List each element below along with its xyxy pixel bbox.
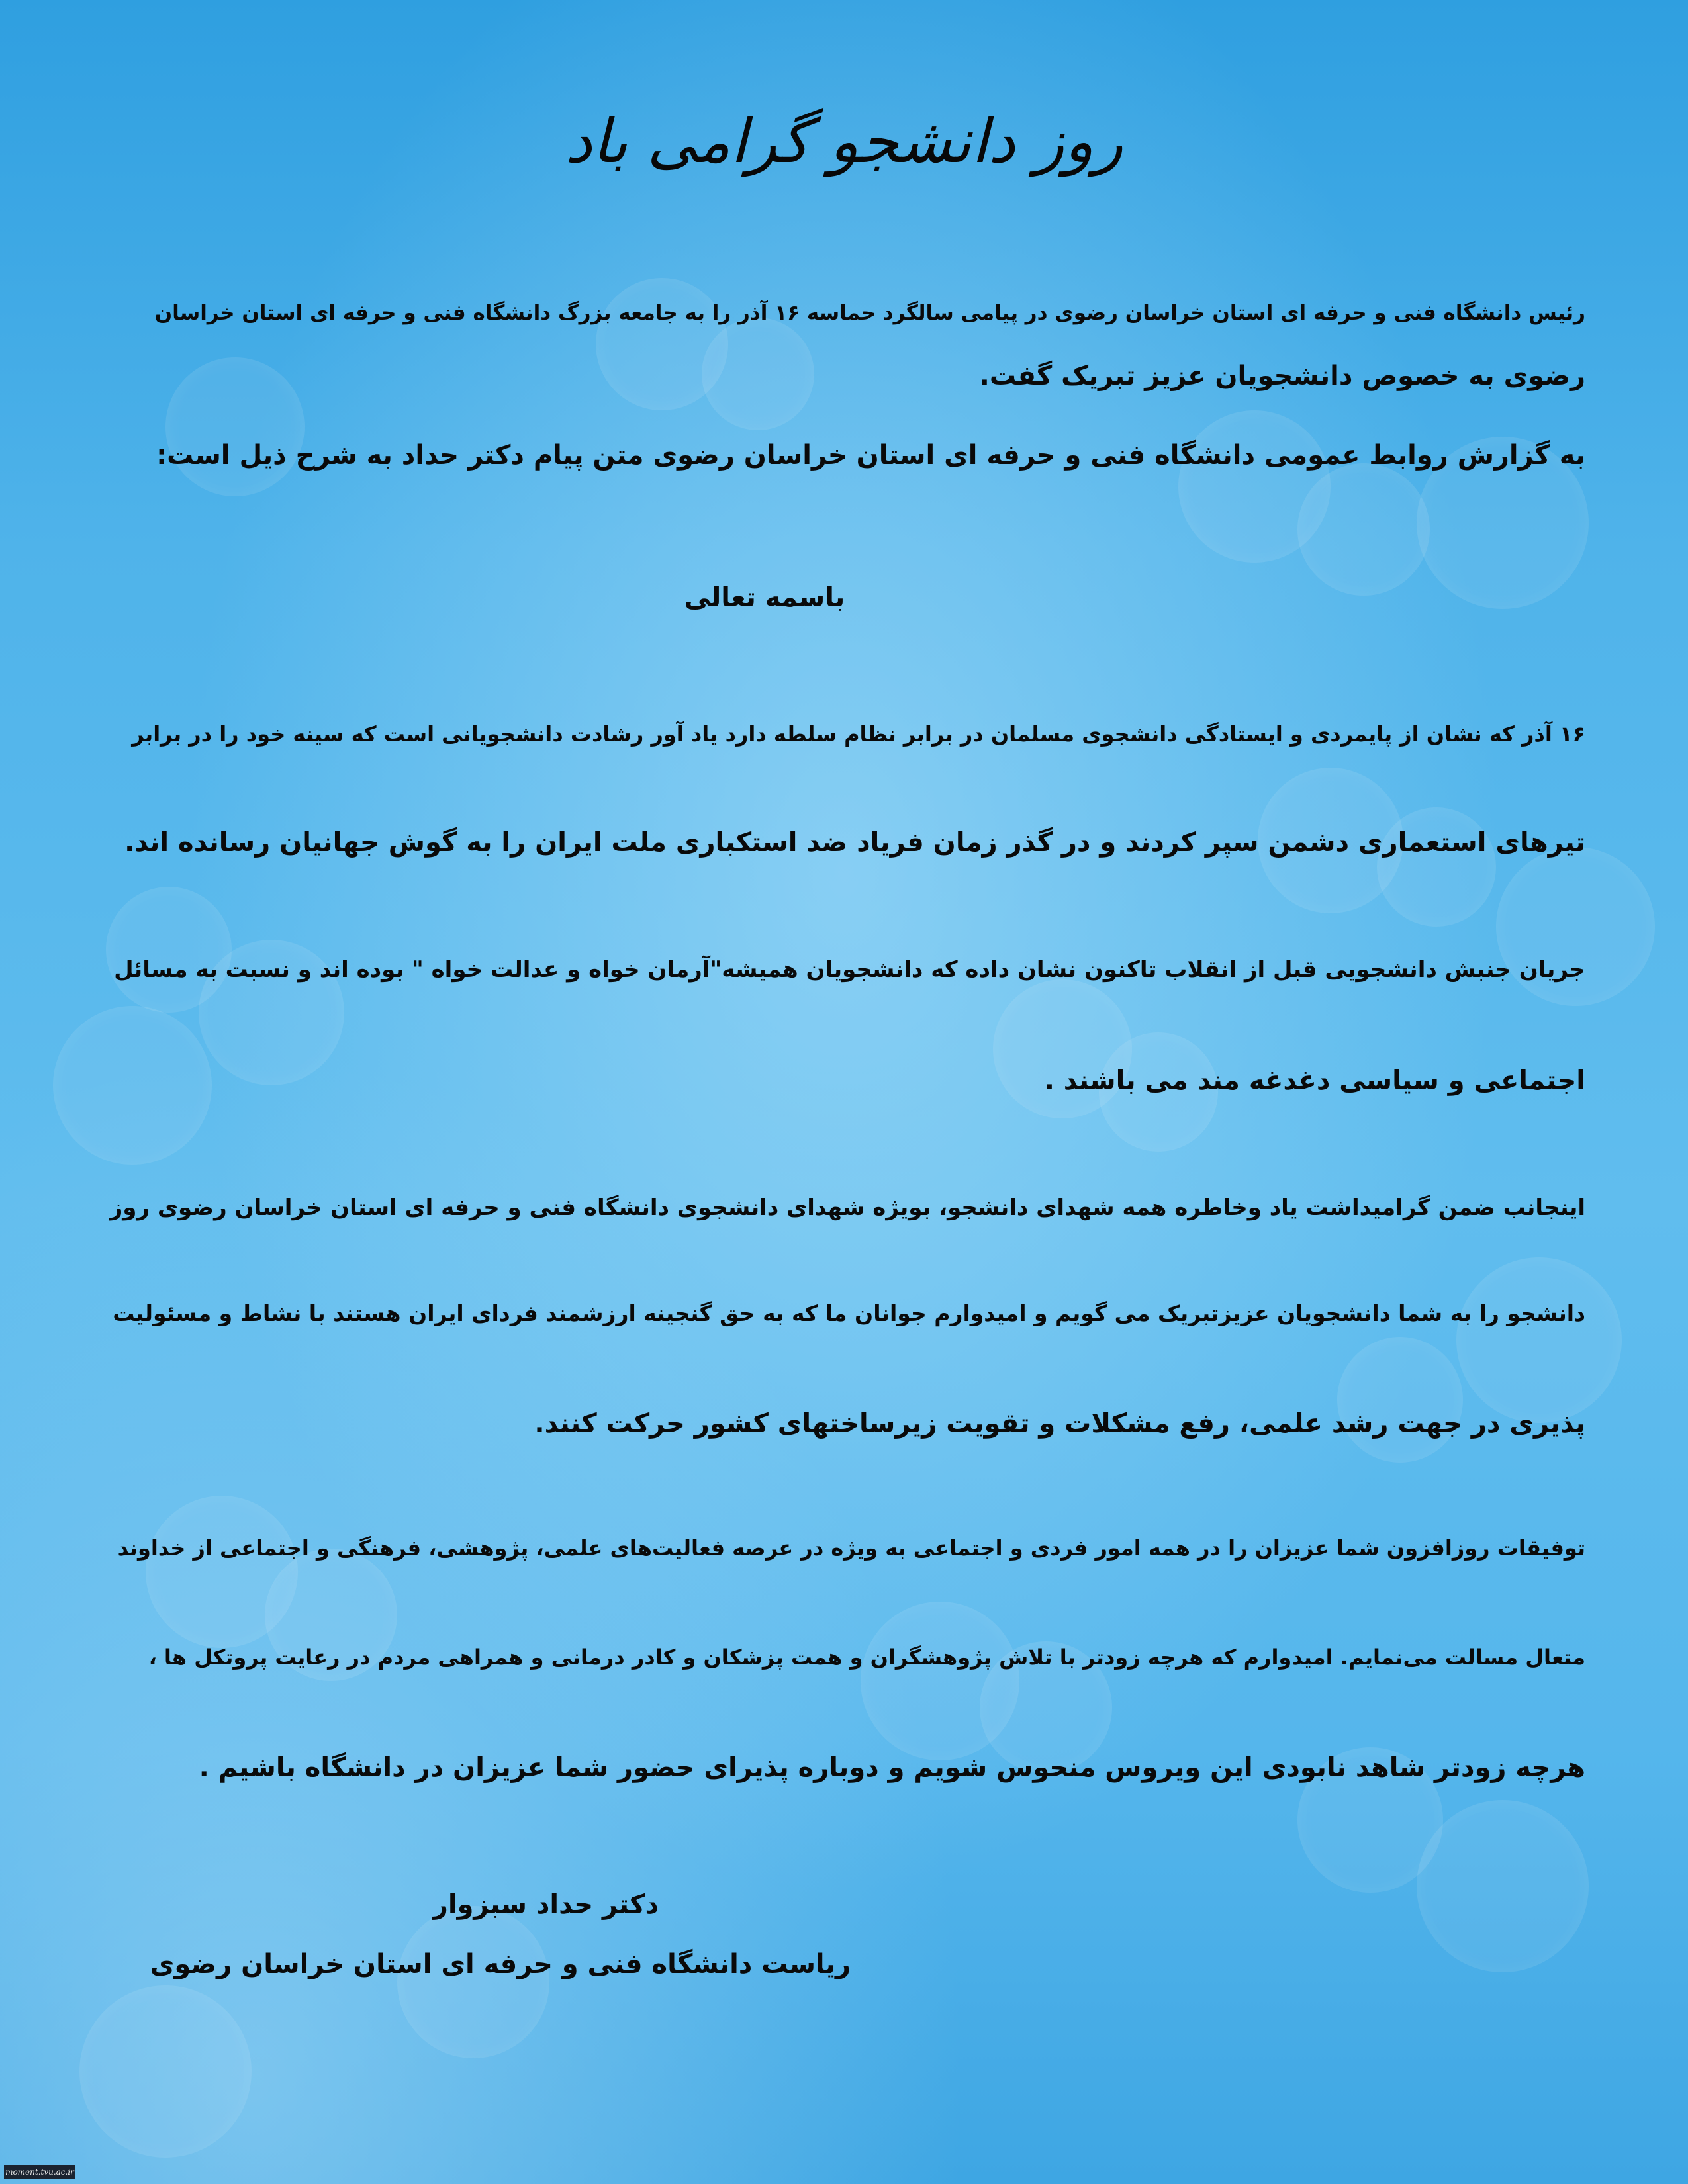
salutation: باسمه تعالی	[684, 582, 845, 613]
intro-line-1: رئیس دانشگاه فنی و حرفه ای استان خراسان رضوی در پیامی سالگرد حماسه ۱۶ آذر را به جامعه بزرگ دانشگاه فنی و حرفه ای استان خراسان	[154, 301, 1585, 325]
paragraph3-line-1: اینجانب ضمن گرامیداشت یاد وخاطره همه شهدای دانشجو، بویژه شهدای دانشجوی دانشگاه فنی و حرفه ای استان خراسان رضوی روز	[109, 1195, 1585, 1221]
signature-name: دکتر حداد سبزوار	[432, 1889, 659, 1920]
paragraph1-line-1: ۱۶ آذر که نشان از پایمردی و ایستادگی دانشجوی مسلمان در برابر نظام سلطه دارد یاد آور رشادت دانشجویانی است که سینه خود را در برابر	[132, 721, 1585, 747]
paragraph3-line-2: دانشجو را به شما دانشجویان عزیزتبریک می گویم و امیدوارم جوانان ما که به حق گنجینه ارزشمند فردای ایران هستند با نشاط و مسئولیت	[113, 1300, 1585, 1326]
paragraph1-line-2: تیرهای استعماری دشمن سپر کردند و در گذر زمان فریاد ضد استکباری ملت ایران را به گوش جهانیان رسانده اند.	[124, 827, 1585, 858]
paragraph2-line-2: اجتماعی و سیاسی دغدغه مند می باشند .	[1044, 1066, 1585, 1096]
site-watermark: moment.tvu.ac.ir	[4, 2165, 75, 2179]
signature-position: ریاست دانشگاه فنی و حرفه ای استان خراسان رضوی	[150, 1949, 851, 1979]
page-title: روز دانشجو گرامی باد	[565, 106, 1123, 177]
paragraph2-line-1: جریان جنبش دانشجویی قبل از انقلاب تاکنون نشان داده که دانشجویان همیشه"آرمان خواه و عدالت خواه " بوده اند و نسبت به مسائل	[114, 956, 1585, 983]
paragraph4-line-1: توفیقات روزافزون شما عزیزان را در همه امور فردی و اجتماعی به ویژه در عرصه فعالیت‌های علمی، پژوهشی، فرهنگی و اجتماعی از خداوند	[117, 1535, 1585, 1561]
paragraph3-line-3: پذیری در جهت رشد علمی، رفع مشکلات و تقویت زیرساختهای کشور حرکت کنند.	[534, 1408, 1585, 1439]
paragraph4-line-3: هرچه زودتر شاهد نابودی این ویروس منحوس شویم و دوباره پذیرای حضور شما عزیزان در دانشگاه باشیم .	[199, 1752, 1585, 1783]
intro-line-2: رضوی به خصوص دانشجویان عزیز تبریک گفت.	[979, 361, 1585, 391]
intro-line-3: به گزارش روابط عمومی دانشگاه فنی و حرفه ای استان خراسان رضوی متن پیام دکتر حداد به شرح ذیل است:	[156, 440, 1585, 471]
paragraph4-line-2: متعال مسالت می‌نمایم. امیدوارم که هرچه زودتر با تلاش پژوهشگران و همت پزشکان و کادر درمانی و همراهی مردم در رعایت پروتکل ها ،	[148, 1645, 1585, 1670]
